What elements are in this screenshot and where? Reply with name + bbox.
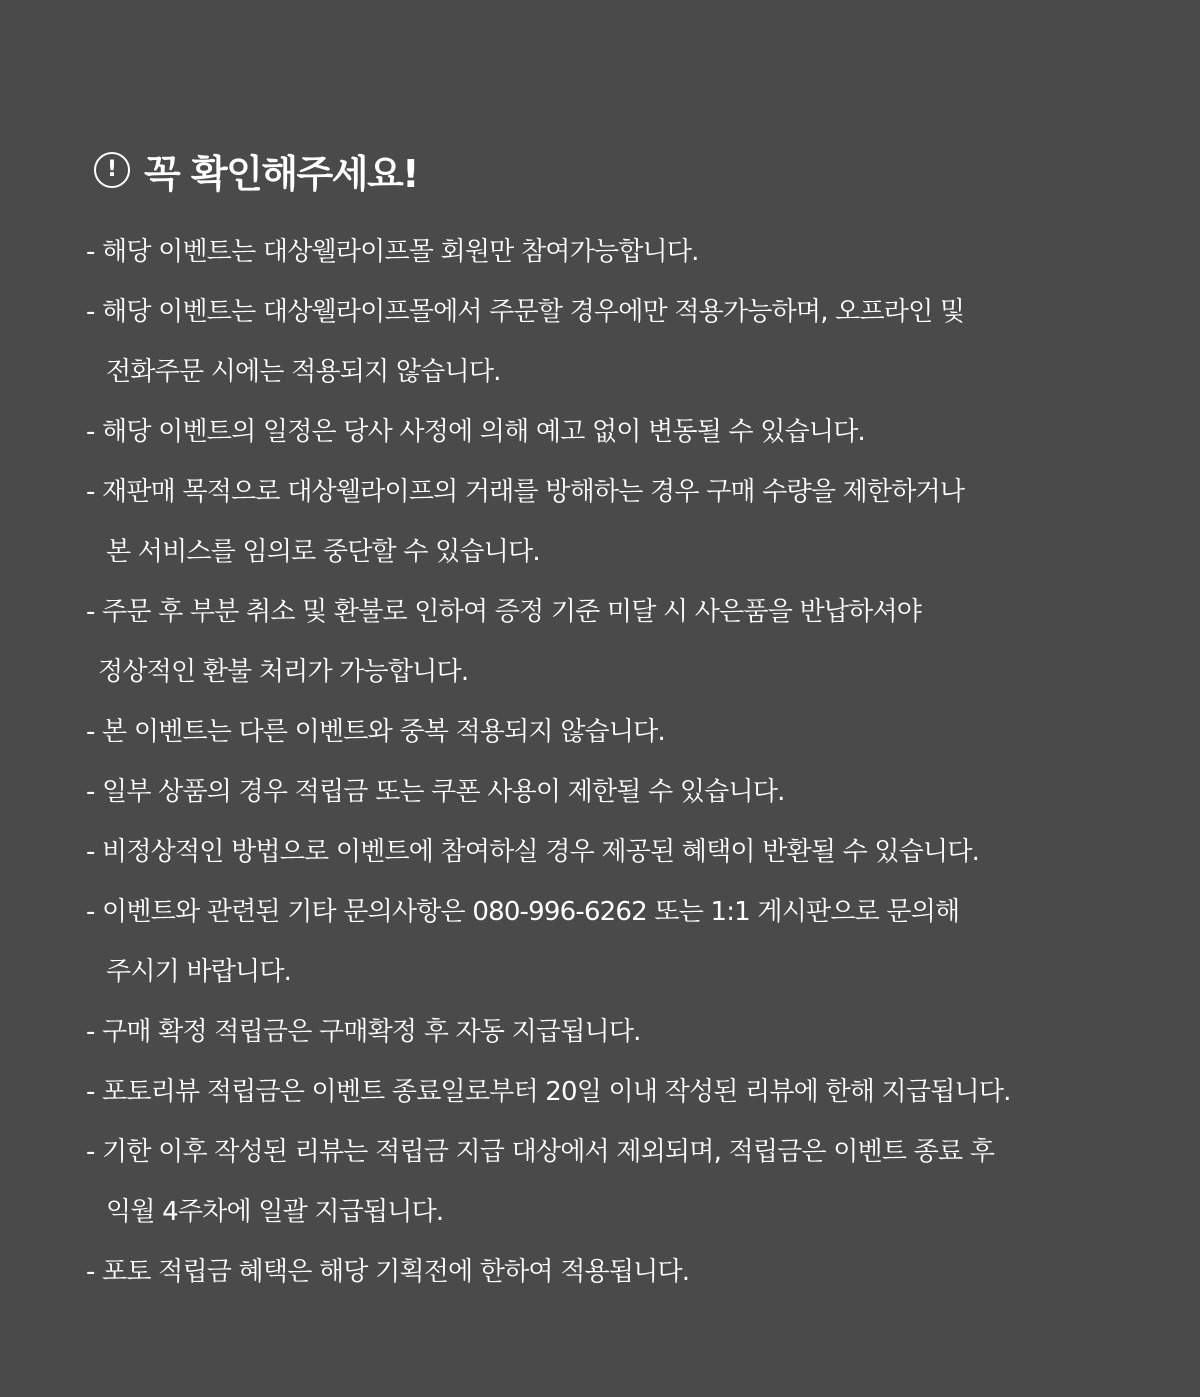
notice-line-continued: 정상적인 환불 처리가 가능합니다.	[98, 657, 469, 687]
notice-line: - 이벤트와 관련된 기타 문의사항은 080-996-6262 또는 1:1 게시판으로 문의해	[86, 897, 960, 927]
notice-line-continued: 주시기 바랍니다.	[106, 957, 292, 987]
notice-line: - 구매 확정 적립금은 구매확정 후 자동 지급됩니다.	[86, 1017, 641, 1047]
notice-section	[86, 142, 1146, 1302]
notice-line: - 포토 적립금 혜택은 해당 기획전에 한하여 적용됩니다.	[86, 1257, 690, 1287]
notice-line-continued: 전화주문 시에는 적용되지 않습니다.	[106, 357, 501, 387]
notice-line-continued: 본 서비스를 임의로 중단할 수 있습니다.	[106, 537, 540, 567]
notice-line: - 주문 후 부분 취소 및 환불로 인하여 증정 기준 미달 시 사은품을 반납하셔야	[86, 597, 922, 627]
notice-line: - 해당 이벤트의 일정은 당사 사정에 의해 예고 없이 변동될 수 있습니다.	[86, 417, 866, 447]
notice-line: - 해당 이벤트는 대상웰라이프몰 회원만 참여가능합니다.	[86, 237, 699, 267]
notice-line: - 본 이벤트는 다른 이벤트와 중복 적용되지 않습니다.	[86, 717, 665, 747]
notice-title-text: 꼭 확인해주세요!	[144, 151, 419, 196]
notice-line: - 해당 이벤트는 대상웰라이프몰에서 주문할 경우에만 적용가능하며, 오프라인 및	[86, 297, 965, 327]
notice-line: - 재판매 목적으로 대상웰라이프의 거래를 방해하는 경우 구매 수량을 제한하거나	[86, 477, 965, 507]
notice-line: - 일부 상품의 경우 적립금 또는 쿠폰 사용이 제한될 수 있습니다.	[86, 777, 785, 807]
notice-line: - 기한 이후 작성된 리뷰는 적립금 지급 대상에서 제외되며, 적립금은 이벤트 종료 후	[86, 1137, 995, 1167]
notice-line-continued: 익월 4주차에 일괄 지급됩니다.	[106, 1197, 444, 1227]
exclamation-circle-icon: !	[94, 152, 130, 188]
notice-title	[94, 142, 1146, 198]
notice-line: - 포토리뷰 적립금은 이벤트 종료일로부터 20일 이내 작성된 리뷰에 한해 지급됩니다.	[86, 1077, 1011, 1107]
notice-line: - 비정상적인 방법으로 이벤트에 참여하실 경우 제공된 혜택이 반환될 수 있습니다.	[86, 837, 980, 867]
